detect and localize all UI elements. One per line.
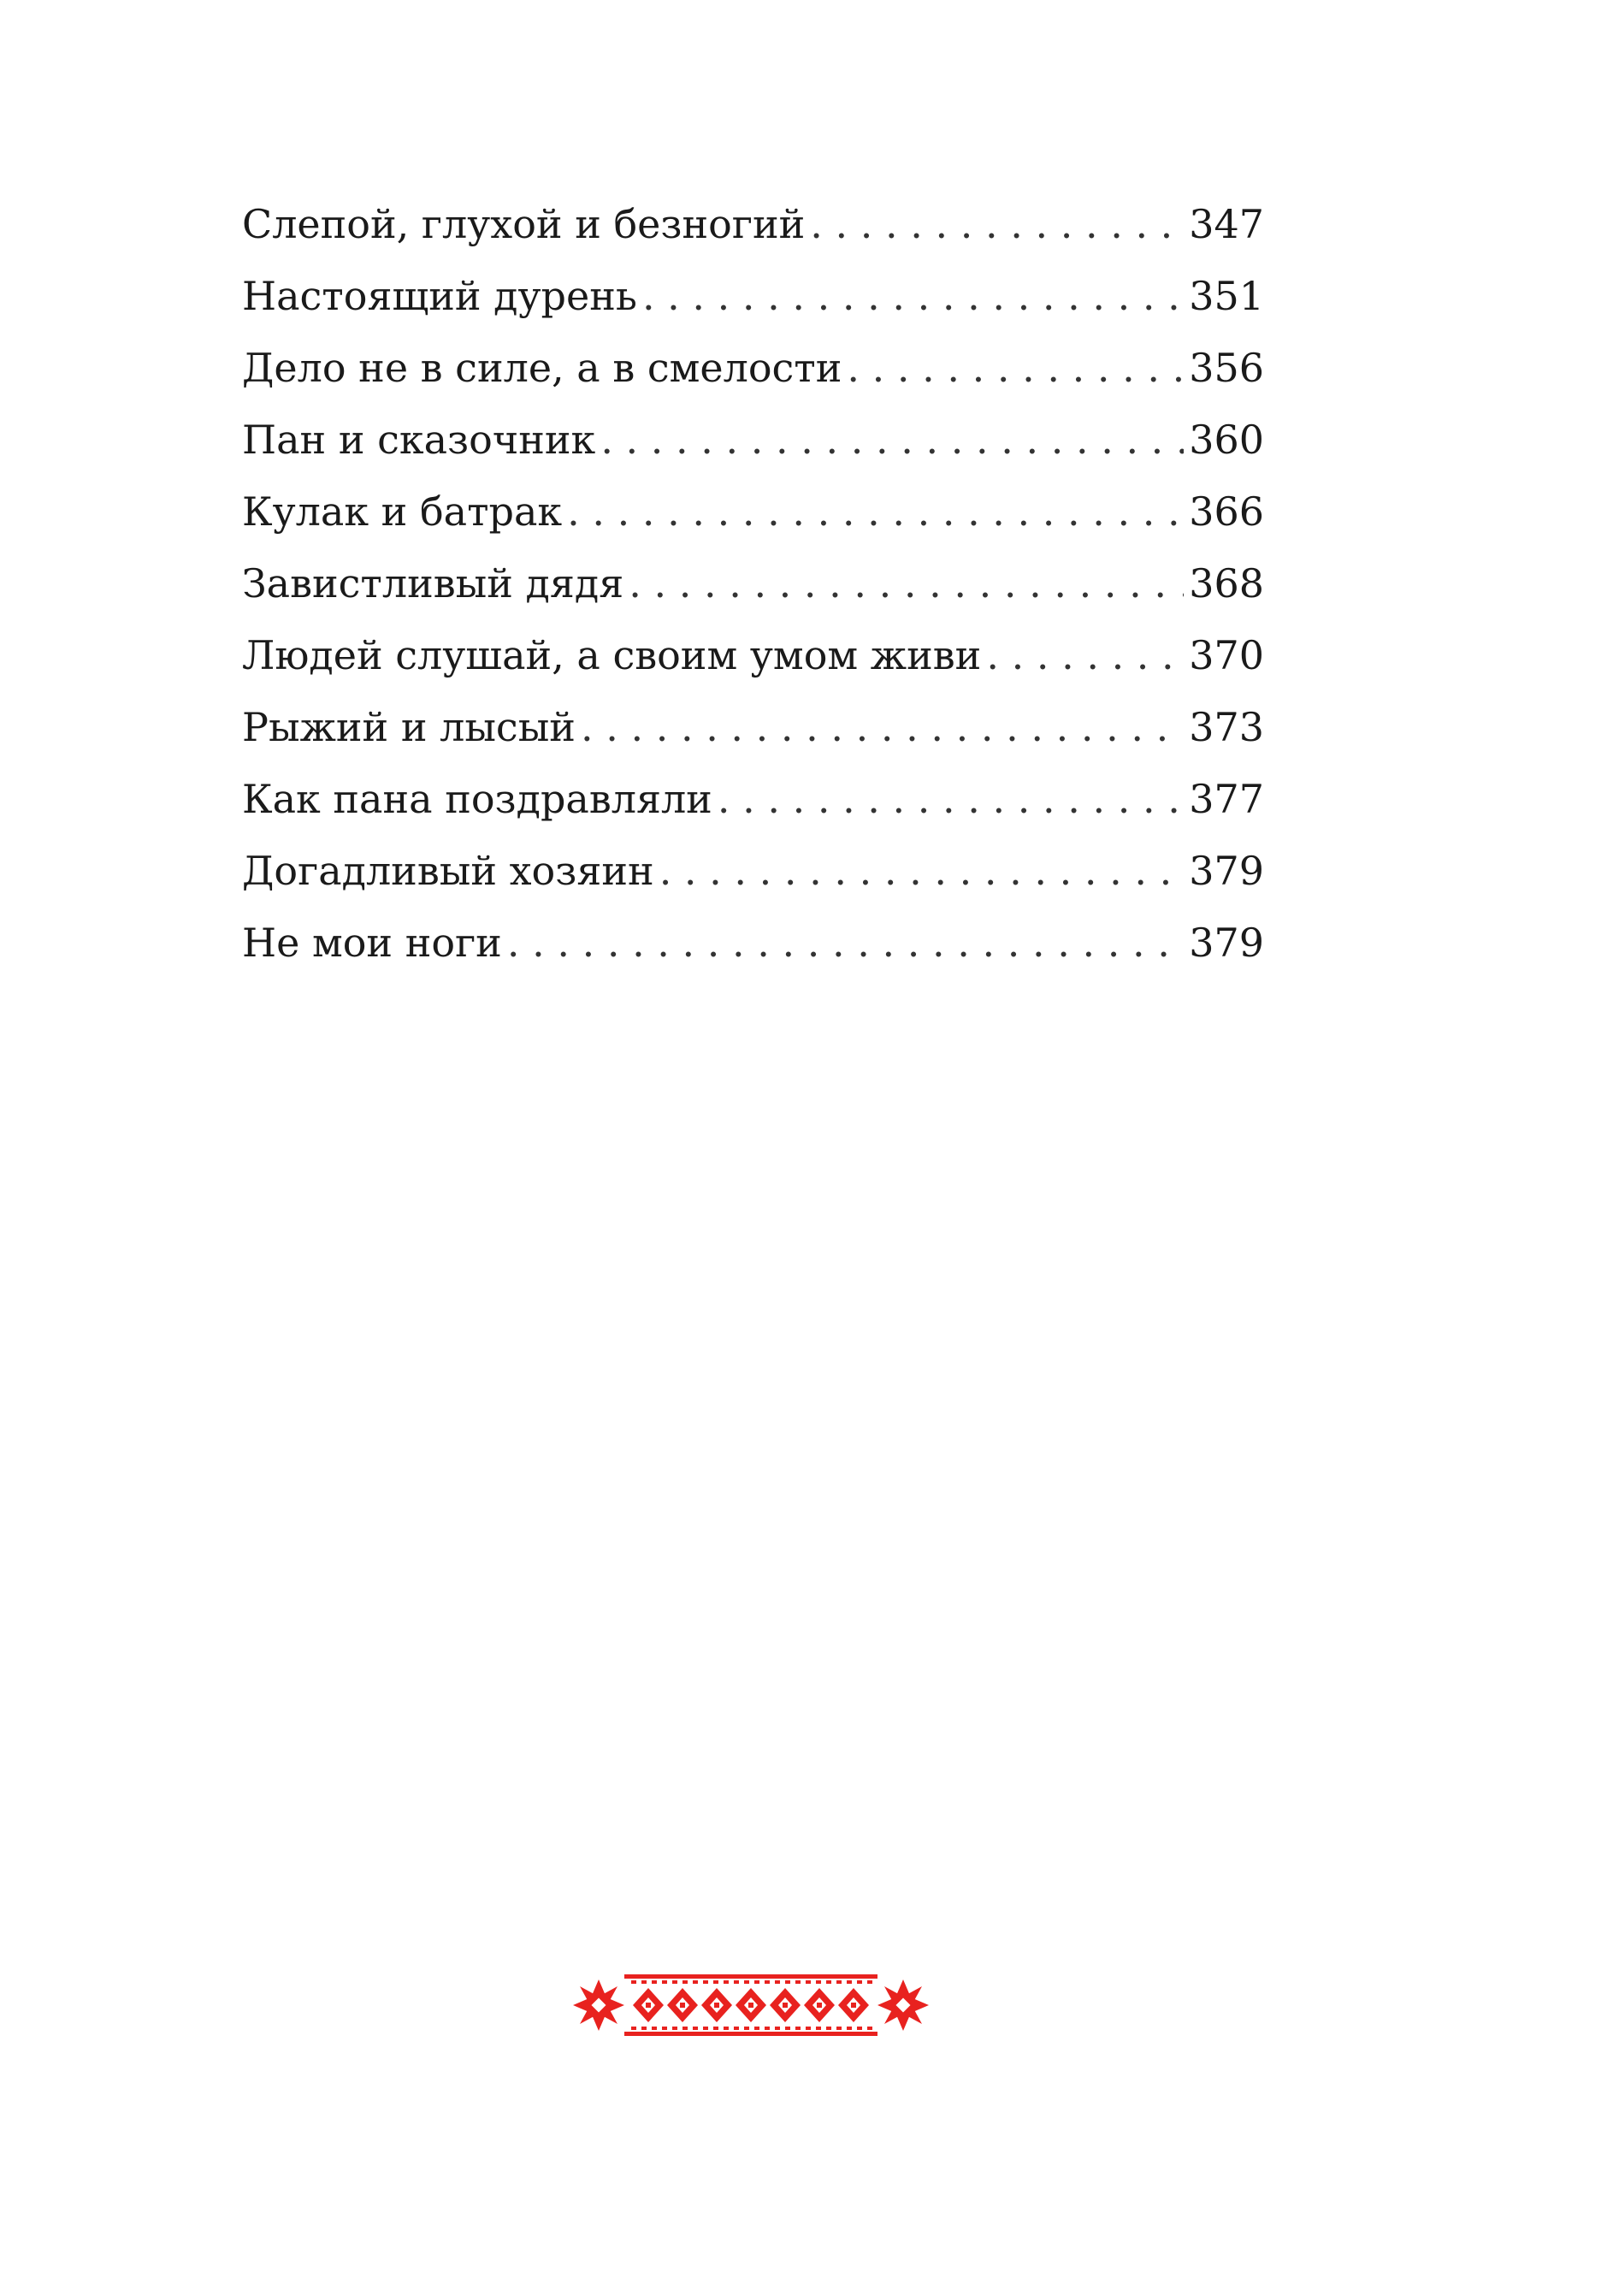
- toc-leader-dots: [600, 404, 1184, 476]
- toc-leader-dots: [581, 691, 1184, 763]
- toc-entry[interactable]: [242, 332, 1264, 404]
- toc-leader-dots: [659, 835, 1185, 907]
- toc-entry-page: 379: [1189, 848, 1264, 894]
- embroidery-ornament-icon: [571, 1969, 931, 2041]
- toc-entry-page: 351: [1189, 273, 1264, 319]
- toc-entry-title: Дело не в силе, а в смелости: [242, 345, 842, 391]
- toc-entry-page: 377: [1189, 776, 1264, 822]
- toc-leader-dots: [847, 332, 1184, 404]
- table-of-contents: [242, 188, 1264, 979]
- toc-entry-title: Кулак и батрак: [242, 488, 563, 535]
- toc-leader-dots: [629, 547, 1184, 619]
- toc-leader-dots: [507, 907, 1184, 979]
- toc-entry-title: Завистливый дядя: [242, 560, 624, 607]
- toc-entry-page: 366: [1189, 488, 1264, 535]
- toc-entry-title: Догадливый хозяин: [242, 848, 654, 894]
- toc-entry-title: Рыжий и лысый: [242, 704, 576, 750]
- toc-entry[interactable]: [242, 763, 1264, 835]
- toc-entry-title: Пан и сказочник: [242, 417, 596, 463]
- toc-entry-title: Слепой, глухой и безногий: [242, 201, 806, 247]
- toc-entry-page: 373: [1189, 704, 1264, 750]
- toc-entry-page: 368: [1189, 560, 1264, 607]
- toc-entry-title: Не мои ноги: [242, 920, 502, 966]
- toc-leader-dots: [718, 763, 1184, 835]
- toc-entry-page: 360: [1189, 417, 1264, 463]
- toc-entry[interactable]: [242, 835, 1264, 907]
- toc-leader-dots: [567, 476, 1184, 547]
- toc-entry-title: Людей слушай, а своим умом живи: [242, 632, 982, 678]
- toc-leader-dots: [986, 619, 1184, 691]
- toc-entry[interactable]: [242, 404, 1264, 476]
- toc-entry[interactable]: [242, 691, 1264, 763]
- toc-entry-page: 347: [1189, 201, 1264, 247]
- toc-entry[interactable]: [242, 907, 1264, 979]
- toc-entry[interactable]: [242, 188, 1264, 260]
- toc-leader-dots: [810, 188, 1184, 260]
- toc-entry-page: 379: [1189, 920, 1264, 966]
- toc-entry-page: 370: [1189, 632, 1264, 678]
- toc-entry-page: 356: [1189, 345, 1264, 391]
- toc-leader-dots: [642, 260, 1184, 332]
- toc-entry[interactable]: [242, 547, 1264, 619]
- toc-entry[interactable]: [242, 260, 1264, 332]
- toc-entry-title: Настоящий дурень: [242, 273, 637, 319]
- toc-entry[interactable]: [242, 619, 1264, 691]
- toc-entry-title: Как пана поздравляли: [242, 776, 712, 822]
- toc-entry[interactable]: [242, 476, 1264, 547]
